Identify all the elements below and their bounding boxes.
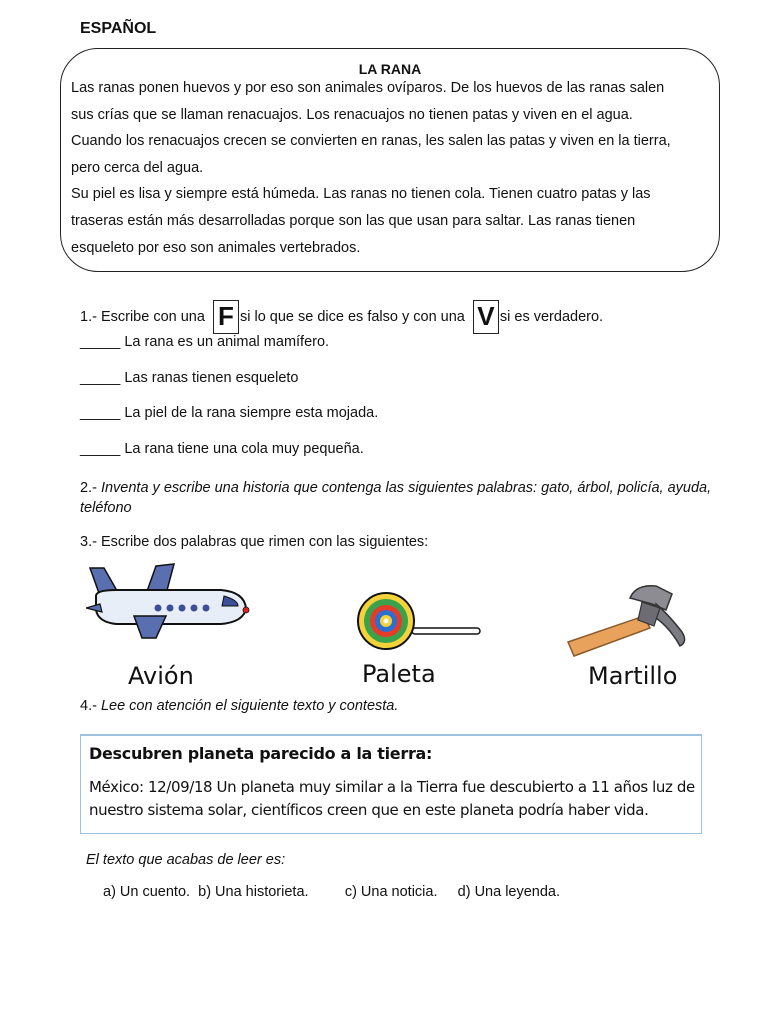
- letter-v-box: V: [473, 300, 499, 334]
- reading-line: pero cerca del agua.: [71, 159, 204, 176]
- question-4: [80, 698, 398, 714]
- question-1: [80, 300, 603, 334]
- news-title: Descubren planeta parecido a la tierra:: [89, 744, 433, 763]
- q4-number: 4.-: [80, 698, 101, 714]
- letter-f-box: F: [213, 300, 239, 334]
- statement-line[interactable]: _____ La piel de la rana siempre esta mojada.: [80, 405, 379, 421]
- hammer-label: Martillo: [588, 662, 678, 690]
- statement-line[interactable]: _____ La rana tiene una cola muy pequeña.: [80, 441, 364, 457]
- option-a[interactable]: a) Un cuento.: [103, 884, 191, 900]
- final-question: El texto que acabas de leer es:: [86, 852, 286, 868]
- reading-text: [71, 75, 716, 261]
- lollipop-icon: [356, 588, 486, 654]
- option-b[interactable]: b) Una historieta.: [198, 884, 309, 900]
- lollipop-picture: [356, 588, 486, 688]
- question-2: [80, 478, 720, 518]
- q1-suffix: si es verdadero.: [499, 309, 604, 325]
- airplane-picture: [86, 560, 256, 690]
- reading-line: Las ranas ponen huevos y por eso son animales ovíparos. De los huevos de las ranas salen: [71, 80, 665, 96]
- news-line: México: 12/09/18 Un planeta muy similar a la Tierra fue descubierto a 11 años luz de: [89, 778, 695, 796]
- reading-line: Su piel es lisa y siempre está húmeda. Las ranas no tienen cola. Tienen cuatro patas y las: [71, 186, 651, 203]
- news-text: [89, 776, 695, 822]
- reading-line: sus crías que se llaman renacuajos. Los renacuajos no tienen patas y viven en el agua.: [71, 106, 633, 123]
- airplane-icon: [86, 560, 256, 640]
- reading-title: LA RANA: [358, 61, 422, 77]
- q2-text: Inventa y escribe una historia que contenga las siguientes palabras: gato, árbol, policía, ayuda, teléfono: [80, 480, 712, 516]
- airplane-label: Avión: [128, 662, 194, 690]
- statement-line[interactable]: _____ La rana es un animal mamífero.: [80, 334, 330, 350]
- q1-prefix: 1.- Escribe con una: [80, 309, 209, 325]
- answer-options: [103, 884, 560, 900]
- q2-number: 2.-: [80, 480, 101, 496]
- subject-heading: ESPAÑOL: [80, 20, 157, 37]
- hammer-icon: [564, 580, 694, 660]
- option-c[interactable]: c) Una noticia.: [344, 884, 438, 900]
- q4-text: Lee con atención el siguiente texto y contesta.: [100, 698, 399, 714]
- question-3: 3.- Escribe dos palabras que rimen con las siguientes:: [80, 534, 429, 550]
- option-d[interactable]: d) Una leyenda.: [457, 884, 561, 900]
- q1-middle: si lo que se dice es falso y con una: [239, 309, 469, 325]
- news-line: nuestro sistema solar, científicos creen que en este planeta podría haber vida.: [89, 801, 649, 819]
- hammer-picture: [564, 580, 694, 690]
- reading-box: [60, 48, 720, 272]
- news-box: [80, 734, 702, 834]
- reading-line: esqueleto por eso son animales vertebrados.: [71, 239, 361, 256]
- reading-line: Cuando los renacuajos crecen se convierten en ranas, les salen las patas y viven en la tierra,: [71, 133, 671, 150]
- statement-line[interactable]: _____ Las ranas tienen esqueleto: [80, 370, 299, 386]
- reading-line: traseras están más desarrolladas porque son las que usan para saltar. Las ranas tienen: [71, 212, 636, 229]
- lollipop-label: Paleta: [362, 660, 436, 688]
